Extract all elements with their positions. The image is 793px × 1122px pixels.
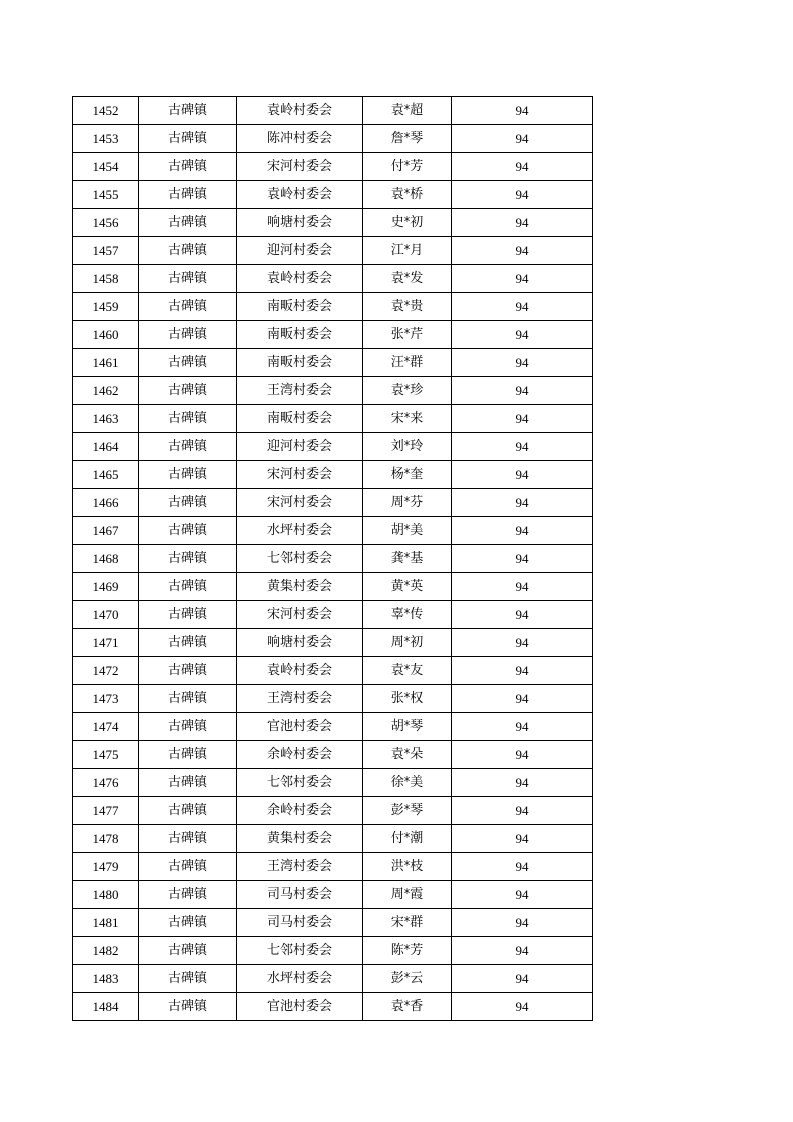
table-row	[73, 237, 593, 265]
cell-town: 古碑镇	[139, 881, 237, 909]
cell-town: 古碑镇	[139, 125, 237, 153]
cell-score: 94	[452, 181, 593, 209]
cell-village-committee: 官池村委会	[237, 993, 363, 1021]
table-row	[73, 545, 593, 573]
cell-serial-number: 1460	[73, 321, 139, 349]
data-table	[72, 96, 593, 1021]
table-row	[73, 153, 593, 181]
table-row	[73, 881, 593, 909]
cell-score: 94	[452, 657, 593, 685]
cell-person-name: 袁*桥	[363, 181, 452, 209]
table-row	[73, 741, 593, 769]
cell-score: 94	[452, 489, 593, 517]
cell-village-committee: 七邻村委会	[237, 937, 363, 965]
cell-person-name: 张*权	[363, 685, 452, 713]
cell-village-committee: 黄集村委会	[237, 825, 363, 853]
cell-score: 94	[452, 349, 593, 377]
table-row	[73, 209, 593, 237]
cell-serial-number: 1483	[73, 965, 139, 993]
table-row	[73, 657, 593, 685]
table-row	[73, 433, 593, 461]
cell-village-committee: 水坪村委会	[237, 517, 363, 545]
cell-person-name: 袁*发	[363, 265, 452, 293]
cell-village-committee: 袁岭村委会	[237, 97, 363, 125]
table-row	[73, 293, 593, 321]
cell-town: 古碑镇	[139, 349, 237, 377]
cell-serial-number: 1453	[73, 125, 139, 153]
cell-person-name: 付*芳	[363, 153, 452, 181]
cell-village-committee: 响塘村委会	[237, 209, 363, 237]
cell-serial-number: 1466	[73, 489, 139, 517]
cell-score: 94	[452, 601, 593, 629]
table-body	[73, 97, 593, 1021]
cell-village-committee: 南畈村委会	[237, 349, 363, 377]
cell-serial-number: 1467	[73, 517, 139, 545]
cell-person-name: 宋*来	[363, 405, 452, 433]
cell-person-name: 袁*超	[363, 97, 452, 125]
cell-serial-number: 1469	[73, 573, 139, 601]
cell-town: 古碑镇	[139, 937, 237, 965]
cell-village-committee: 袁岭村委会	[237, 181, 363, 209]
cell-serial-number: 1480	[73, 881, 139, 909]
cell-serial-number: 1459	[73, 293, 139, 321]
cell-serial-number: 1461	[73, 349, 139, 377]
table-row	[73, 405, 593, 433]
cell-town: 古碑镇	[139, 517, 237, 545]
cell-village-committee: 余岭村委会	[237, 797, 363, 825]
cell-village-committee: 袁岭村委会	[237, 657, 363, 685]
cell-person-name: 周*霞	[363, 881, 452, 909]
cell-town: 古碑镇	[139, 489, 237, 517]
cell-village-committee: 宋河村委会	[237, 489, 363, 517]
cell-serial-number: 1478	[73, 825, 139, 853]
table-row	[73, 853, 593, 881]
cell-village-committee: 黄集村委会	[237, 573, 363, 601]
cell-serial-number: 1473	[73, 685, 139, 713]
cell-village-committee: 七邻村委会	[237, 769, 363, 797]
cell-person-name: 洪*枝	[363, 853, 452, 881]
cell-score: 94	[452, 853, 593, 881]
cell-village-committee: 宋河村委会	[237, 601, 363, 629]
cell-score: 94	[452, 517, 593, 545]
cell-serial-number: 1475	[73, 741, 139, 769]
cell-village-committee: 宋河村委会	[237, 461, 363, 489]
cell-score: 94	[452, 713, 593, 741]
cell-village-committee: 王湾村委会	[237, 853, 363, 881]
cell-person-name: 江*月	[363, 237, 452, 265]
cell-town: 古碑镇	[139, 97, 237, 125]
cell-person-name: 周*芬	[363, 489, 452, 517]
cell-village-committee: 袁岭村委会	[237, 265, 363, 293]
cell-score: 94	[452, 573, 593, 601]
table-row	[73, 909, 593, 937]
cell-village-committee: 南畈村委会	[237, 293, 363, 321]
table-row	[73, 797, 593, 825]
cell-serial-number: 1458	[73, 265, 139, 293]
cell-village-committee: 王湾村委会	[237, 685, 363, 713]
cell-person-name: 周*初	[363, 629, 452, 657]
cell-town: 古碑镇	[139, 237, 237, 265]
cell-person-name: 张*芹	[363, 321, 452, 349]
table-row	[73, 573, 593, 601]
table-row	[73, 993, 593, 1021]
table-row	[73, 377, 593, 405]
cell-town: 古碑镇	[139, 181, 237, 209]
cell-person-name: 史*初	[363, 209, 452, 237]
cell-score: 94	[452, 237, 593, 265]
cell-village-committee: 王湾村委会	[237, 377, 363, 405]
cell-town: 古碑镇	[139, 965, 237, 993]
cell-serial-number: 1454	[73, 153, 139, 181]
cell-serial-number: 1474	[73, 713, 139, 741]
table-row	[73, 629, 593, 657]
cell-score: 94	[452, 461, 593, 489]
cell-person-name: 彭*琴	[363, 797, 452, 825]
cell-serial-number: 1477	[73, 797, 139, 825]
cell-score: 94	[452, 797, 593, 825]
table-row	[73, 769, 593, 797]
cell-town: 古碑镇	[139, 265, 237, 293]
cell-village-committee: 南畈村委会	[237, 405, 363, 433]
table-row	[73, 965, 593, 993]
cell-village-committee: 官池村委会	[237, 713, 363, 741]
cell-village-committee: 司马村委会	[237, 909, 363, 937]
cell-serial-number: 1484	[73, 993, 139, 1021]
cell-village-committee: 迎河村委会	[237, 237, 363, 265]
cell-town: 古碑镇	[139, 657, 237, 685]
cell-score: 94	[452, 293, 593, 321]
cell-person-name: 付*潮	[363, 825, 452, 853]
cell-person-name: 袁*香	[363, 993, 452, 1021]
cell-town: 古碑镇	[139, 293, 237, 321]
cell-town: 古碑镇	[139, 573, 237, 601]
cell-serial-number: 1463	[73, 405, 139, 433]
table-row	[73, 713, 593, 741]
cell-serial-number: 1482	[73, 937, 139, 965]
cell-score: 94	[452, 321, 593, 349]
table-row	[73, 125, 593, 153]
cell-score: 94	[452, 881, 593, 909]
cell-village-committee: 迎河村委会	[237, 433, 363, 461]
cell-person-name: 胡*美	[363, 517, 452, 545]
cell-town: 古碑镇	[139, 797, 237, 825]
cell-town: 古碑镇	[139, 405, 237, 433]
cell-serial-number: 1481	[73, 909, 139, 937]
cell-serial-number: 1464	[73, 433, 139, 461]
cell-town: 古碑镇	[139, 461, 237, 489]
cell-person-name: 辜*传	[363, 601, 452, 629]
cell-village-committee: 宋河村委会	[237, 153, 363, 181]
cell-score: 94	[452, 629, 593, 657]
cell-score: 94	[452, 265, 593, 293]
cell-town: 古碑镇	[139, 209, 237, 237]
cell-serial-number: 1452	[73, 97, 139, 125]
cell-serial-number: 1456	[73, 209, 139, 237]
table-row	[73, 321, 593, 349]
cell-score: 94	[452, 153, 593, 181]
cell-serial-number: 1462	[73, 377, 139, 405]
cell-serial-number: 1479	[73, 853, 139, 881]
cell-score: 94	[452, 125, 593, 153]
table-row	[73, 517, 593, 545]
cell-town: 古碑镇	[139, 853, 237, 881]
cell-score: 94	[452, 937, 593, 965]
table-row	[73, 685, 593, 713]
cell-person-name: 袁*朵	[363, 741, 452, 769]
cell-serial-number: 1471	[73, 629, 139, 657]
cell-score: 94	[452, 405, 593, 433]
cell-person-name: 杨*奎	[363, 461, 452, 489]
cell-village-committee: 陈冲村委会	[237, 125, 363, 153]
cell-town: 古碑镇	[139, 377, 237, 405]
cell-town: 古碑镇	[139, 433, 237, 461]
cell-serial-number: 1465	[73, 461, 139, 489]
table-row	[73, 937, 593, 965]
cell-village-committee: 水坪村委会	[237, 965, 363, 993]
cell-person-name: 胡*琴	[363, 713, 452, 741]
cell-town: 古碑镇	[139, 741, 237, 769]
cell-serial-number: 1455	[73, 181, 139, 209]
cell-person-name: 袁*珍	[363, 377, 452, 405]
cell-person-name: 袁*贵	[363, 293, 452, 321]
cell-score: 94	[452, 433, 593, 461]
cell-serial-number: 1470	[73, 601, 139, 629]
cell-town: 古碑镇	[139, 993, 237, 1021]
table-row	[73, 461, 593, 489]
cell-village-committee: 司马村委会	[237, 881, 363, 909]
cell-score: 94	[452, 769, 593, 797]
table-row	[73, 265, 593, 293]
cell-score: 94	[452, 685, 593, 713]
cell-person-name: 袁*友	[363, 657, 452, 685]
table-row	[73, 601, 593, 629]
cell-person-name: 宋*群	[363, 909, 452, 937]
cell-score: 94	[452, 209, 593, 237]
cell-score: 94	[452, 545, 593, 573]
cell-person-name: 徐*美	[363, 769, 452, 797]
cell-village-committee: 南畈村委会	[237, 321, 363, 349]
cell-town: 古碑镇	[139, 825, 237, 853]
cell-person-name: 刘*玲	[363, 433, 452, 461]
cell-person-name: 龚*基	[363, 545, 452, 573]
cell-score: 94	[452, 965, 593, 993]
cell-score: 94	[452, 97, 593, 125]
cell-serial-number: 1472	[73, 657, 139, 685]
cell-village-committee: 余岭村委会	[237, 741, 363, 769]
table-row	[73, 489, 593, 517]
cell-town: 古碑镇	[139, 909, 237, 937]
cell-town: 古碑镇	[139, 713, 237, 741]
cell-person-name: 汪*群	[363, 349, 452, 377]
cell-village-committee: 七邻村委会	[237, 545, 363, 573]
cell-score: 94	[452, 825, 593, 853]
cell-town: 古碑镇	[139, 321, 237, 349]
cell-score: 94	[452, 377, 593, 405]
cell-town: 古碑镇	[139, 629, 237, 657]
cell-serial-number: 1468	[73, 545, 139, 573]
cell-score: 94	[452, 909, 593, 937]
cell-town: 古碑镇	[139, 685, 237, 713]
cell-town: 古碑镇	[139, 545, 237, 573]
cell-score: 94	[452, 993, 593, 1021]
table-row	[73, 825, 593, 853]
table-row	[73, 349, 593, 377]
cell-serial-number: 1476	[73, 769, 139, 797]
cell-score: 94	[452, 741, 593, 769]
cell-person-name: 彭*云	[363, 965, 452, 993]
cell-town: 古碑镇	[139, 153, 237, 181]
table-row	[73, 97, 593, 125]
cell-serial-number: 1457	[73, 237, 139, 265]
cell-town: 古碑镇	[139, 601, 237, 629]
cell-town: 古碑镇	[139, 769, 237, 797]
cell-person-name: 詹*琴	[363, 125, 452, 153]
cell-person-name: 黄*英	[363, 573, 452, 601]
table-row	[73, 181, 593, 209]
cell-person-name: 陈*芳	[363, 937, 452, 965]
cell-village-committee: 响塘村委会	[237, 629, 363, 657]
